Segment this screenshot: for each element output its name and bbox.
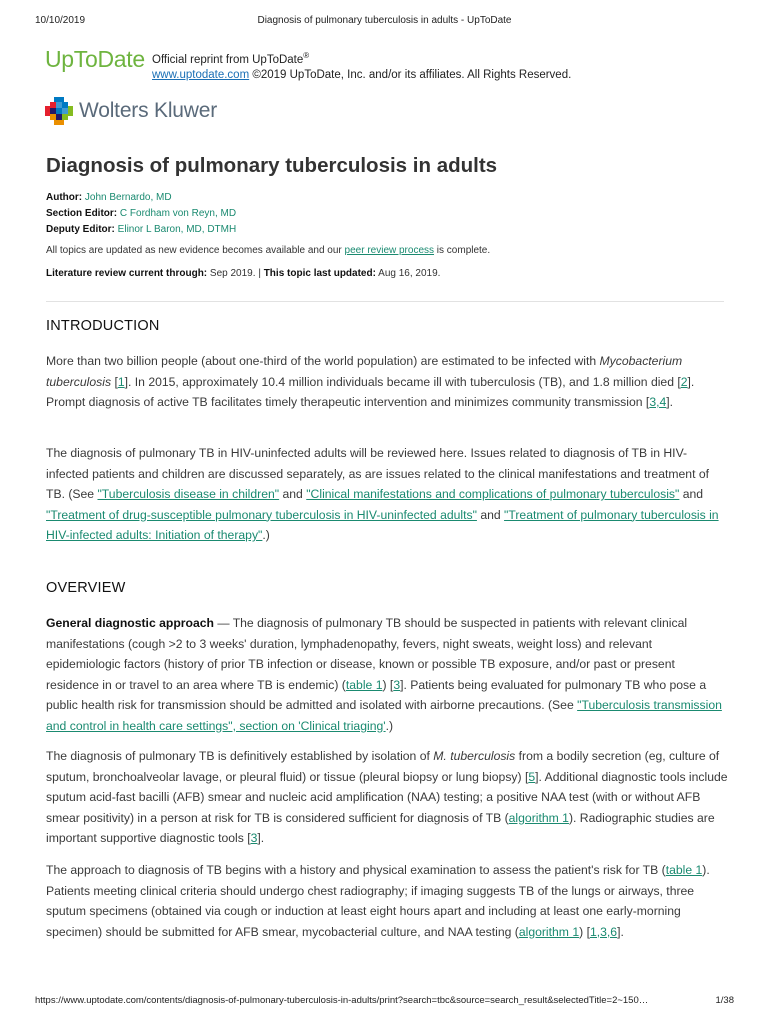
subheading: General diagnostic approach [46,616,214,630]
reference-link[interactable]: 1,3,6 [589,924,618,939]
author-label: Author: [46,192,83,203]
table-link[interactable]: table 1 [665,863,703,877]
reference-link[interactable]: 2 [680,374,688,389]
lit-review-label: Literature review current through: [46,268,208,279]
page-number: 1/38 [715,995,734,1006]
separator: | [258,268,261,279]
update-note [46,245,490,256]
wolters-kluwer-icon [45,97,73,125]
print-page-title: Diagnosis of pulmonary tuberculosis in adults - UpToDate [257,15,512,26]
divider [46,301,724,302]
algorithm-link[interactable]: algorithm 1 [518,924,580,939]
topic-link[interactable]: "Treatment of pulmonary tuberculosis in HIV-infected adults: Initiation of therapy" [46,507,719,542]
reference-link[interactable]: 3,4 [649,395,667,409]
registered-mark: ® [303,51,310,60]
article-title: Diagnosis of pulmonary tuberculosis in adults [46,154,498,177]
last-updated-value: Aug 16, 2019. [378,268,441,279]
intro-paragraph-2: The diagnosis of pulmonary TB in HIV-uninfected adults will be reviewed here. Issues related to diagnosis of TB in HIV-infected patients and children are discussed separately, as are issues related to the clinical manifestations and treatment of TB. (See "Tuberculosis disease in children" and "Clinical manifestations and complications of pulmonary tuberculosis" and "Treatment of drug-susceptible pulmonary tuberculosis in HIV-uninfected adults" and "Treatment of pulmonary tuberculosis in HIV-infected adults: Initiation of therapy".) [46,446,719,542]
note-text: All topics are updated as new evidence becomes available and our [46,245,342,256]
print-date: 10/10/2019 [35,15,86,26]
reference-link[interactable]: 3 [393,677,401,692]
algorithm-link[interactable]: algorithm 1 [508,810,569,825]
publisher-name: Wolters Kluwer [79,99,218,122]
peer-review-link[interactable]: peer review process [344,245,435,256]
print-footer [35,995,734,1009]
last-updated-label: This topic last updated: [263,268,376,279]
reference-link[interactable]: 1 [117,374,125,389]
lit-review-value: Sep 2019. [209,268,256,279]
section-heading-introduction: INTRODUCTION [46,318,160,334]
note-suffix: is complete. [436,245,491,256]
author-link[interactable]: John Bernardo, MD [84,192,172,203]
site-link[interactable]: www.uptodate.com [152,68,250,81]
intro-paragraph-1: More than two billion people (about one-third of the world population) are estimated to be infected with Mycobacterium tuberculosis [1]. In 2015, approximately 10.4 million individuals became ill with tuberculosis (TB), and 1.8 million died [2]. Prompt diagnosis of active TB facilitates timely therapeutic intervention and minimizes community transmission [3,4]. [46,354,695,409]
section-heading-overview: OVERVIEW [46,580,126,596]
page-url: https://www.uptodate.com/contents/diagnosis-of-pulmonary-tuberculosis-in-adults/print?search=tbc&source=search_result&selectedTitle=2~150… [35,995,649,1006]
reprint-notice [152,48,571,83]
overview-paragraph-1: General diagnostic approach — The diagnosis of pulmonary TB should be suspected in patients with relevant clinical manifestations (cough >2 to 3 weeks' duration, lymphadenopathy, fevers, night sweats, weight loss) and relevant epidemiologic factors (history of prior TB infection or disease, known or possible TB exposure, and/or past or present residence in or travel to an area where TB is endemic) (table 1) [3]. Patients being evaluated for pulmonary TB who pose a public health risk for transmission should be admitted and isolated with airborne precautions. (See "Tuberculosis transmission and control in health care settings", section on 'Clinical triaging'.) [46,616,722,733]
overview-paragraph-2: The diagnosis of pulmonary TB is definitively established by isolation of M. tuberculosis from a bodily secretion (eg, culture of sputum, bronchoalveolar lavage, or pleural fluid) or tissue (pleural biopsy or lung biopsy) [5]. Additional diagnostic tools include sputum acid-fast bacilli (AFB) smear and nucleic acid amplification (NAA) testing; a positive NAA test (with or without AFB smear positivity) in a person at risk for TB is considered sufficient for diagnosis of TB (algorithm 1). Radiographic studies are important supportive diagnostic tools [3]. [46,749,728,845]
section-editor-link[interactable]: C Fordham von Reyn, MD [119,208,237,219]
reprint-line: Official reprint from UpToDate [152,53,304,66]
reference-link[interactable]: 3 [250,831,258,845]
publisher-logo [45,97,217,125]
deputy-editor-link[interactable]: Elinor L Baron, MD, DTMH [117,224,237,235]
topic-link[interactable]: "Tuberculosis disease in children" [97,487,280,501]
article-credits [46,190,236,238]
uptodate-logo-text: UpToDate [45,46,145,72]
uptodate-logo [45,45,145,73]
overview-paragraph-3: The approach to diagnosis of TB begins with a history and physical examination to assess the patient's risk for TB (table 1). Patients meeting clinical criteria should undergo chest radiography; if imaging suggests TB of the lungs or airways, three sputum specimens (obtained via cough or induction at least eight hours apart and including at least one early-morning specimen) should be submitted for AFB smear, mycobacterial culture, and NAA testing (algorithm 1) [1,3,6]. [46,863,710,939]
reference-link[interactable]: 5 [528,769,536,784]
topic-link[interactable]: "Tuberculosis transmission and control in health care settings", section on 'Clinical triaging' [46,698,722,733]
copyright: ©2019 UpToDate, Inc. and/or its affiliates. All Rights Reserved. [252,68,572,81]
table-link[interactable]: table 1 [345,677,383,692]
print-header [35,15,734,29]
review-dates [46,268,440,279]
topic-link[interactable]: "Clinical manifestations and complications of pulmonary tuberculosis" [306,487,680,501]
section-editor-label: Section Editor: [46,208,118,219]
topic-link[interactable]: "Treatment of drug-susceptible pulmonary tuberculosis in HIV-uninfected adults" [46,507,477,522]
deputy-editor-label: Deputy Editor: [46,224,115,235]
